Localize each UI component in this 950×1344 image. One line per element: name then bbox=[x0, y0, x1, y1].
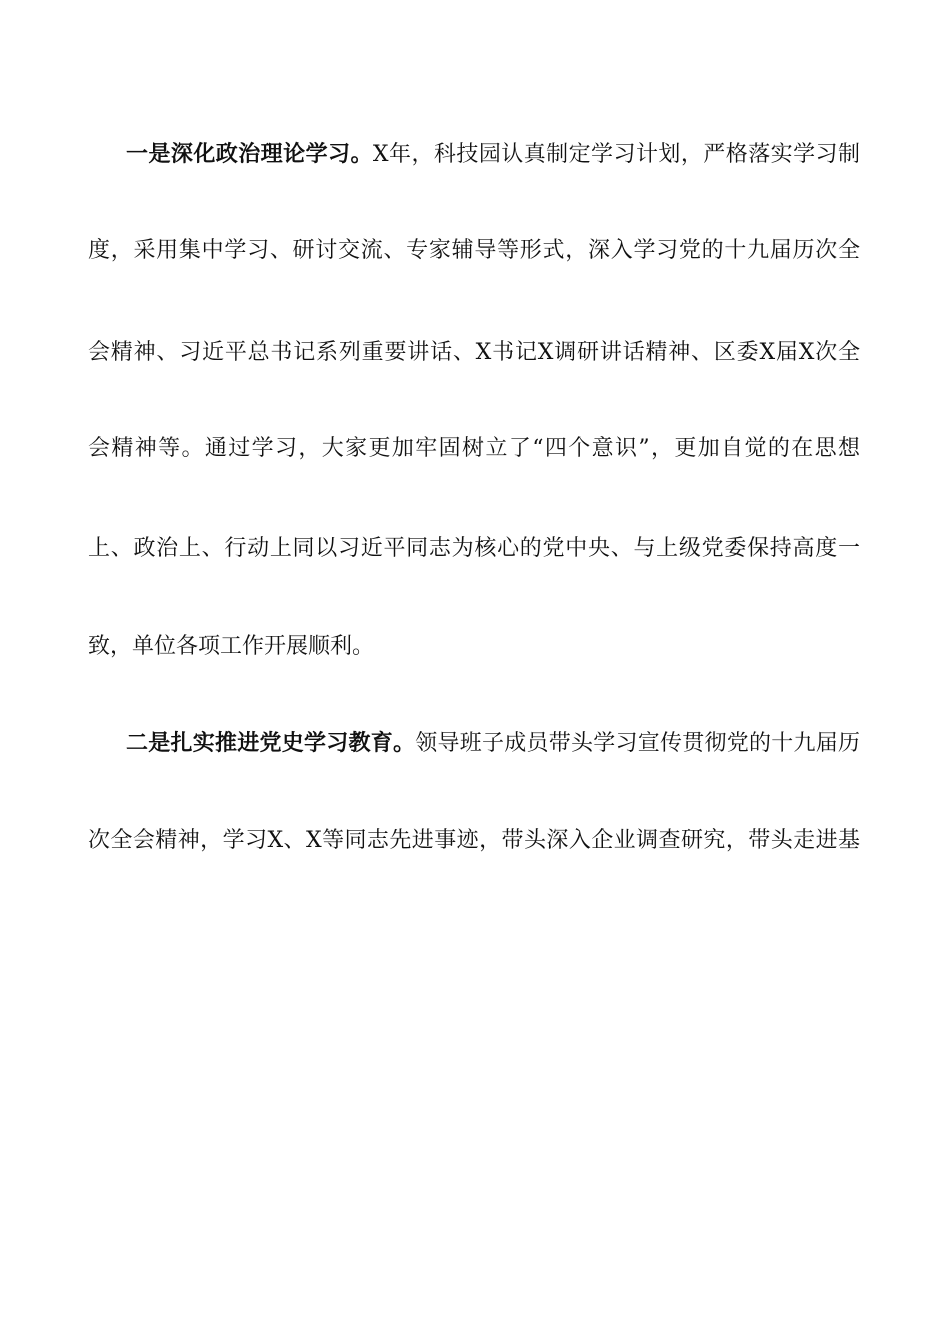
paragraph-1-line-4: 会精神等。通过学习，大家更加牢固树立了“四个意识”，更加自觉的在思想 bbox=[88, 436, 860, 461]
paragraph-1-lead: 一是深化政治理论学习。 bbox=[126, 141, 373, 167]
paragraph-1-text: X年，科技园认真制定学习计划，严格落实学习制 bbox=[372, 142, 860, 167]
paragraph-1-line-5: 上、政治上、行动上同以习近平同志为核心的党中央、与上级党委保持高度一 bbox=[88, 536, 860, 561]
paragraph-1-line-6: 致，单位各项工作开展顺利。 bbox=[88, 634, 375, 659]
paragraph-2-line-2: 次全会精神，学习X、X等同志先进事迹，带头深入企业调查研究，带头走进基 bbox=[88, 828, 860, 853]
paragraph-2-lead: 二是扎实推进党史学习教育。 bbox=[126, 730, 416, 756]
paragraph-2-text: 领导班子成员带头学习宣传贯彻党的十九届历 bbox=[415, 731, 860, 756]
paragraph-1-line-3: 会精神、习近平总书记系列重要讲话、X书记X调研讲话精神、区委X届X次全 bbox=[88, 340, 860, 365]
paragraph-1-line-1 bbox=[126, 139, 860, 169]
paragraph-1-line-2: 度，采用集中学习、研讨交流、专家辅导等形式，深入学习党的十九届历次全 bbox=[88, 238, 860, 263]
paragraph-2-line-1 bbox=[126, 728, 860, 758]
